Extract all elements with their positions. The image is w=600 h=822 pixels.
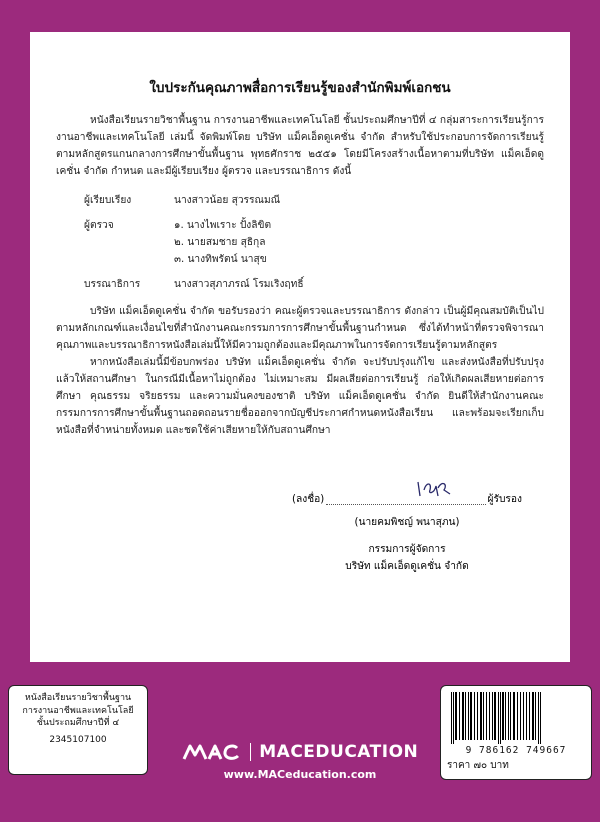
sign-suffix: ผู้รับรอง [487, 494, 522, 505]
signature-block [292, 490, 522, 575]
assurance-paragraph: บริษัท แม็คเอ็ดดูเคชั่น จำกัด ขอรับรองว่า คณะผู้ตรวจและบรรณาธิการ ดังกล่าว เป็นผู้มีคุณสมบัติเป็นไปตามหลักเกณฑ์และเงื่อนไขที่สำนักงานคณะกรรมการการศึกษาขั้นพื้นฐานกำหนด ซึ่งได้ทำหน้าที่ตรวจพิจารณาคุณภาพและบรรณาธิการหนังสือเล่มนี้ให้มีความถูกต้องและมีคุณภาพในการจัดการเรียนรู้ตามหลักสูตร [56, 306, 544, 351]
editor-row [84, 276, 544, 293]
isbn-barcode [447, 692, 585, 744]
intro-paragraph: หนังสือเรียนรายวิชาพื้นฐาน การงานอาชีพและเทคโนโลยี ชั้นประถมศึกษาปีที่ ๔ กลุ่มสาระการเรียนรู้การงานอาชีพและเทคโนโลยี เล่มนี้ จัดพิมพ์โดย บริษัท แม็คเอ็ดดูเคชั่น จำกัด สำหรับใช้ประกอบการจัดการเรียนรู้ตามหลักสูตรแกนกลางการศึกษาขั้นพื้นฐาน พุทธศักราช ๒๕๕๑ โดยมีโครงสร้างเนื้อหาตามที่บริษัท แม็คเอ็ดดูเคชั่น จำกัด กำหนด และมีผู้เรียบเรียง ผู้ตรวจ และบรรณาธิการ ดังนี้ [56, 115, 544, 177]
mac-logo-icon [182, 743, 242, 761]
brand-url: www.MACeducation.com [223, 768, 377, 781]
reviewer-name: ๑. นางไพเราะ ปั้งลิขิต [174, 220, 272, 231]
editor-role: บรรณาธิการ [84, 279, 141, 290]
price-label: ราคา ๗๐ บาท [447, 760, 509, 771]
brand-divider [250, 743, 252, 761]
book-label-line: การงานอาชีพและเทคโนโลยี [22, 705, 134, 716]
signer-name: (นายคมพิชญ์ พนาสุภน) [354, 517, 460, 528]
sign-prefix: (ลงชื่อ) [292, 494, 325, 505]
book-code: 2345107100 [49, 734, 107, 745]
book-label-line: หนังสือเรียนรายวิชาพื้นฐาน [24, 693, 132, 703]
handwritten-signature [412, 476, 452, 500]
book-label-line: ชั้นประถมศึกษาปีที่ ๔ [36, 718, 120, 728]
signer-company: บริษัท แม็คเอ็ดดูเคชั่น จำกัด [345, 561, 469, 572]
isbn-number: 9 786162 749667 [465, 745, 567, 756]
book-label-box [8, 685, 148, 775]
reviewer-role: ผู้ตรวจ [84, 220, 114, 231]
barcode-box [440, 685, 592, 780]
signer-title: กรรมการผู้จัดการ [368, 544, 446, 555]
reviewer-name: ๓. นางทิพรัตน์ นาสุข [174, 254, 267, 265]
reviewer-name: ๒. นายสมชาย สุธิกุล [174, 237, 266, 248]
publisher-brand [168, 742, 432, 792]
credits-list [84, 192, 544, 293]
brand-name: MACEDUCATION [259, 742, 419, 762]
reviewer-row [84, 217, 544, 268]
author-role: ผู้เรียบเรียง [84, 195, 132, 206]
author-row [84, 192, 544, 209]
editor-name: นางสาวสุภาภรณ์ โรมเริงฤทธิ์ [174, 279, 304, 290]
signature-line [292, 490, 522, 508]
author-name: นางสาวน้อย สุวรรณมณี [174, 195, 281, 206]
certificate-title: ใบประกันคุณภาพสื่อการเรียนรู้ของสำนักพิมพ์เอกชน [149, 80, 451, 96]
liability-paragraph: หากหนังสือเล่มนี้มีข้อบกพร่อง บริษัท แม็คเอ็ดดูเคชั่น จำกัด จะปรับปรุงแก้ไข และส่งหนังสือที่ปรับปรุงแล้วให้สถานศึกษา ในกรณีมีเนื้อหาไม่ถูกต้อง ไม่เหมาะสม มีผลเสียต่อการเรียนรู้ ก่อให้เกิดผลเสียหายต่อการศึกษา คุณธรรม จริยธรรม และความมั่นคงของชาติ บริษัท แม็คเอ็ดดูเคชั่น จำกัด ยินดีให้สำนักงานคณะกรรมการการศึกษาขั้นพื้นฐานถอดถอนรายชื่อออกจากบัญชีประกาศกำหนดหนังสือเรียน และพร้อมจะเรียกเก็บหนังสือที่จำหน่ายทั้งหมด และชดใช้ค่าเสียหายให้กับสถานศึกษา [56, 357, 544, 436]
